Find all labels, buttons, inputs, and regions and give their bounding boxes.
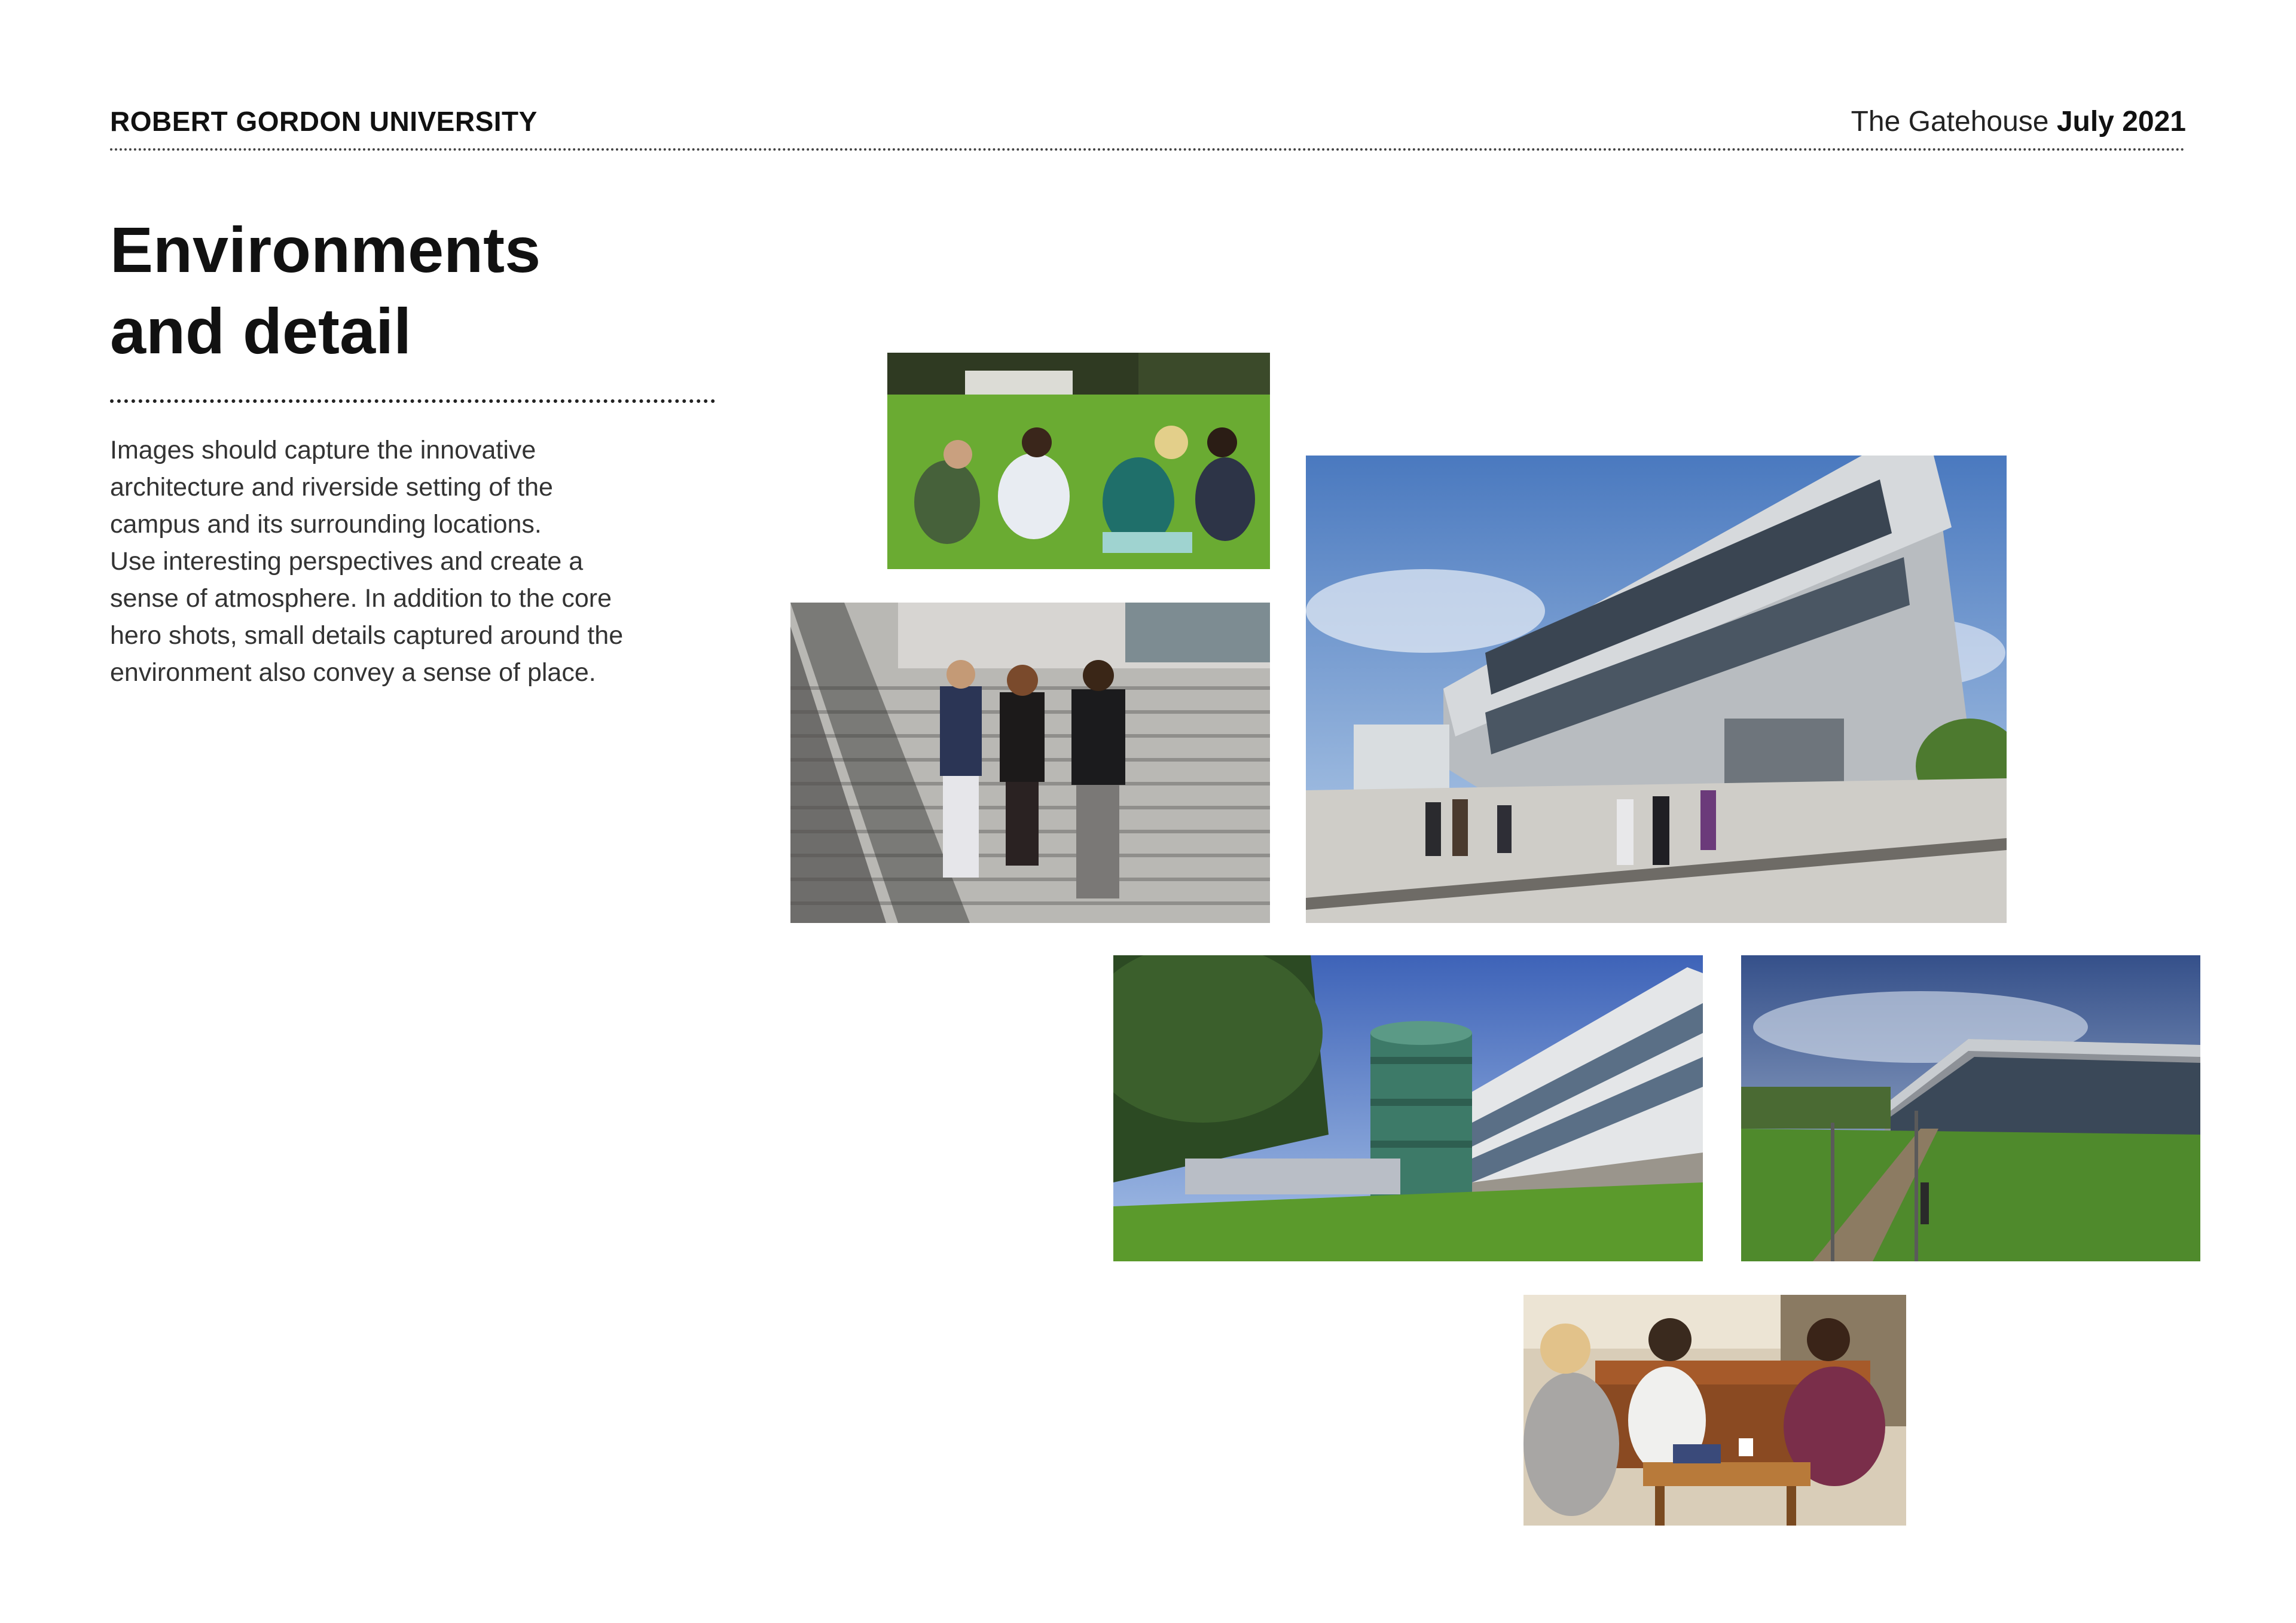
body-line: environment also convey a sense of place. [110,658,596,687]
photo-students-on-steps [790,603,1270,923]
publication-info [1851,105,2186,138]
body-line: architecture and riverside setting of the [110,473,553,502]
publication-date: July 2021 [2056,106,2186,137]
section-title [110,209,541,372]
section-title-line-2: and detail [110,295,412,367]
body-line: campus and its surrounding locations. [110,510,542,539]
body-line: Use interesting perspectives and create a [110,547,584,576]
section-body [110,432,708,691]
photo-students-in-cafe [1523,1295,1906,1526]
photo-curved-building-stairs [1741,955,2200,1261]
publication-name: The Gatehouse [1851,106,2049,137]
body-line: hero shots, small details captured around the [110,621,624,650]
section-title-line-1: Environments [110,213,541,286]
body-line: sense of atmosphere. In addition to the core [110,584,612,613]
photo-sir-ian-wood-building [1306,456,2007,923]
photo-students-on-lawn [887,353,1270,569]
title-divider [110,399,715,403]
body-line: Images should capture the innovative [110,436,536,464]
header-divider [110,148,2186,151]
photo-campus-cylinder-tower [1113,955,1703,1261]
organization-name: ROBERT GORDON UNIVERSITY [110,106,538,137]
